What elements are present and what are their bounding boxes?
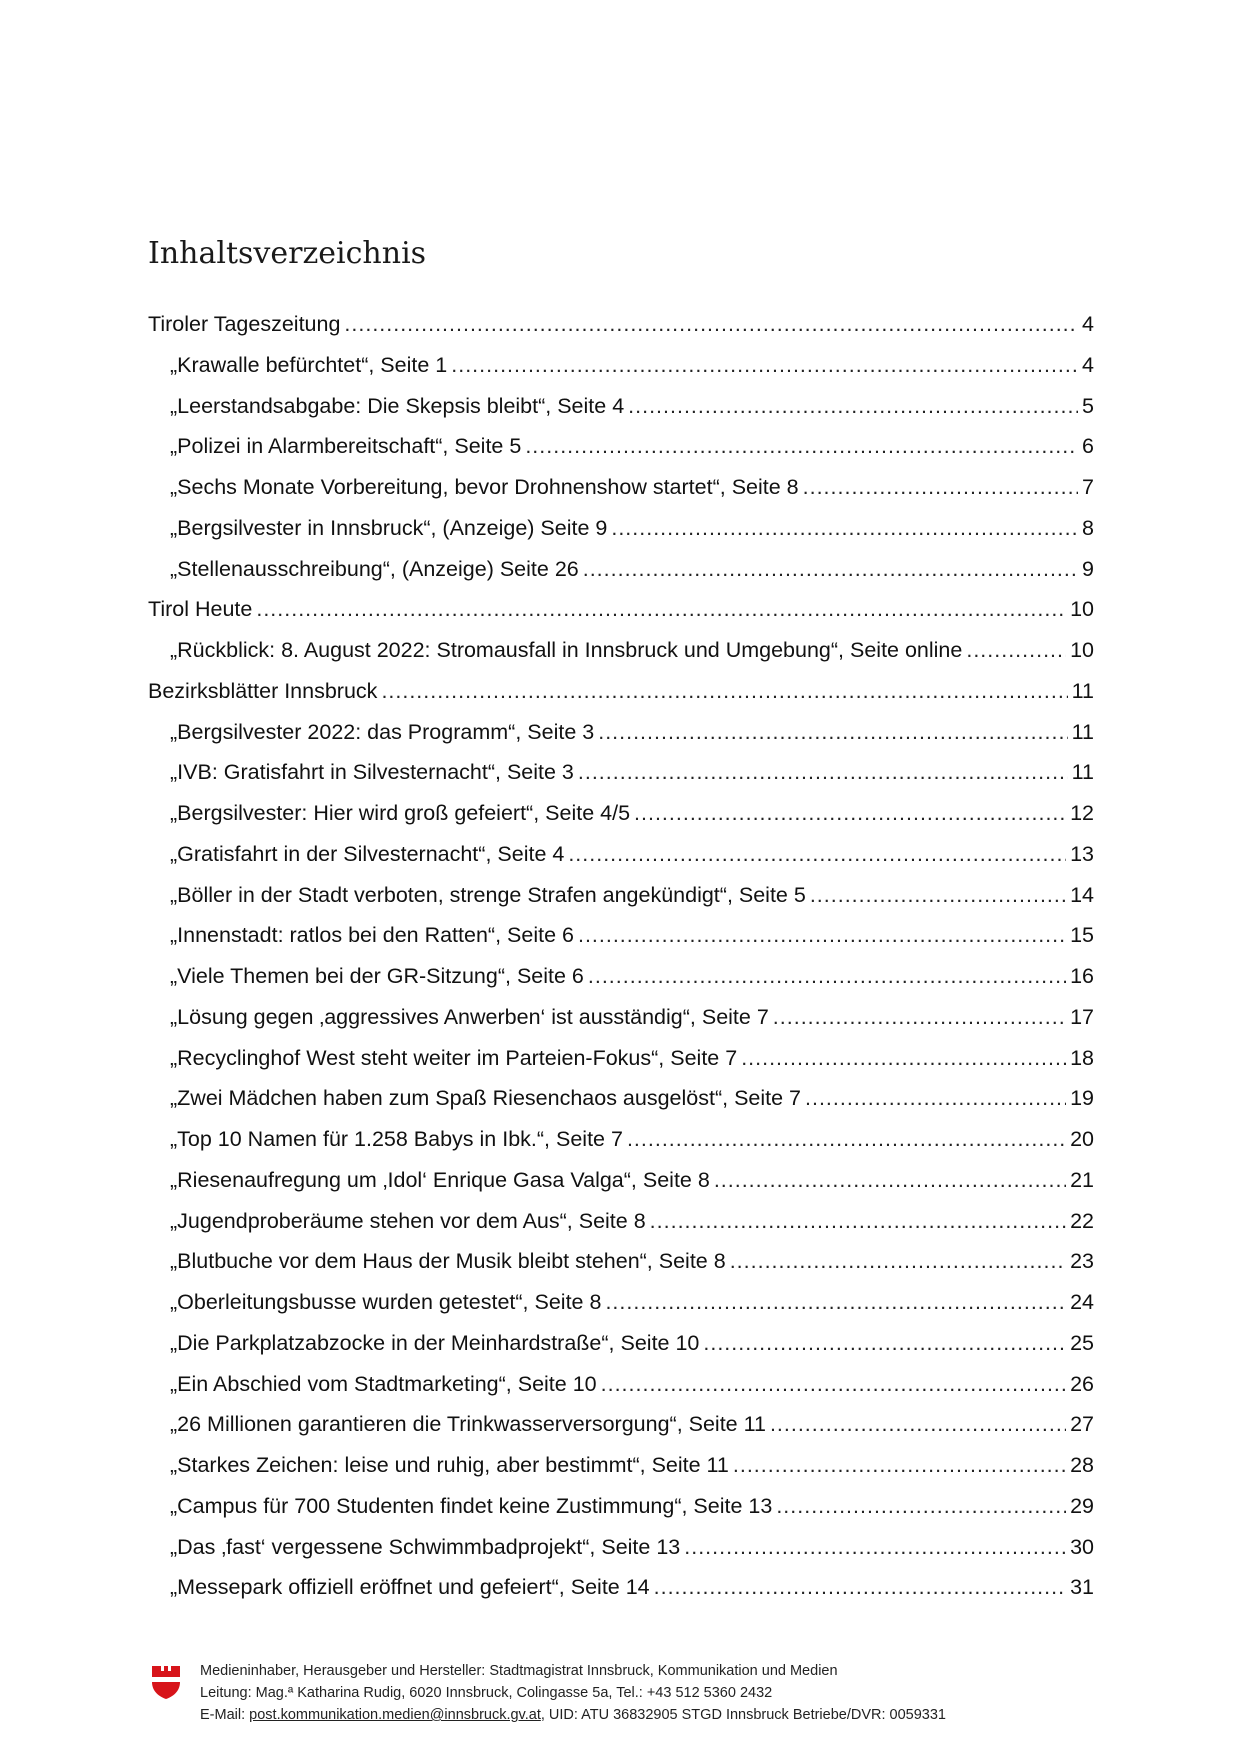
toc-entry-label: „26 Millionen garantieren die Trinkwasserversorgung“, Seite 11	[170, 1412, 766, 1437]
footer-line-publisher: Medieninhaber, Herausgeber und Hersteller: Stadtmagistrat Innsbruck, Kommunikation und Medien	[200, 1663, 838, 1679]
toc-entry-label: „Zwei Mädchen haben zum Spaß Riesenchaos ausgelöst“, Seite 7	[170, 1086, 802, 1111]
toc-entry[interactable]	[148, 1364, 1094, 1405]
toc-page-number: 27	[1070, 1412, 1094, 1437]
toc-entry-label: „Krawalle befürchtet“, Seite 1	[170, 352, 448, 377]
toc-dot-leader	[773, 997, 1066, 1038]
toc-dot-leader	[525, 426, 1078, 467]
toc-dot-leader	[578, 915, 1066, 956]
toc-entry[interactable]	[148, 997, 1094, 1038]
toc-dot-leader	[741, 1038, 1066, 1079]
toc-entry[interactable]	[148, 834, 1094, 875]
toc-dot-leader	[451, 345, 1078, 386]
toc-dot-leader	[810, 875, 1066, 916]
toc-dot-leader	[684, 1527, 1066, 1568]
toc-dot-leader	[588, 956, 1066, 997]
toc-dot-leader	[966, 630, 1066, 671]
toc-page-number: 8	[1082, 515, 1094, 540]
toc-entry[interactable]	[148, 875, 1094, 916]
toc-entry[interactable]	[148, 467, 1094, 508]
toc-page-number: 12	[1070, 801, 1094, 825]
toc-entry[interactable]	[148, 1282, 1094, 1323]
toc-entry-label: „Oberleitungsbusse wurden getestet“, Seite 8	[170, 1290, 602, 1314]
toc-entry-label: „Rückblick: 8. August 2022: Stromausfall in Innsbruck und Umgebung“, Seite online	[170, 638, 963, 662]
toc-page-number: 15	[1070, 923, 1094, 948]
toc-entry[interactable]	[148, 1404, 1094, 1445]
toc-dot-leader	[650, 1201, 1066, 1242]
toc-entry[interactable]	[148, 1527, 1094, 1568]
toc-entry[interactable]	[148, 508, 1094, 549]
toc-page-number: 17	[1070, 1004, 1094, 1029]
toc-section[interactable]	[148, 304, 1094, 345]
toc-page-number: 25	[1070, 1330, 1094, 1355]
toc-page-number: 18	[1070, 1045, 1094, 1070]
toc-entry-label: „Jugendproberäume stehen vor dem Aus“, Seite 8	[170, 1208, 646, 1233]
toc-entry[interactable]	[148, 1160, 1094, 1201]
toc-page-number: 11	[1071, 760, 1094, 785]
toc-entry[interactable]	[148, 1567, 1094, 1608]
toc-dot-leader	[805, 1078, 1066, 1119]
toc-entry-label: „Blutbuche vor dem Haus der Musik bleibt stehen“, Seite 8	[170, 1249, 726, 1274]
toc-entry[interactable]	[148, 1078, 1094, 1119]
toc-page-number: 9	[1082, 556, 1094, 581]
table-of-contents	[148, 304, 1094, 1608]
toc-entry[interactable]	[148, 345, 1094, 386]
footer-imprint	[200, 1660, 946, 1726]
toc-page-number: 26	[1070, 1371, 1094, 1396]
toc-dot-leader	[598, 712, 1067, 753]
footer-line-management: Leitung: Mag.ª Katharina Rudig, 6020 Innsbruck, Colingasse 5a, Tel.: +43 512 5360 2432	[200, 1685, 773, 1701]
toc-dot-leader	[634, 793, 1066, 834]
toc-dot-leader	[714, 1160, 1066, 1201]
toc-page-number: 19	[1070, 1086, 1094, 1111]
toc-dot-leader	[733, 1445, 1066, 1486]
toc-entry[interactable]	[148, 1038, 1094, 1079]
toc-entry[interactable]	[148, 630, 1094, 671]
toc-section[interactable]	[148, 589, 1094, 630]
toc-dot-leader	[627, 1119, 1066, 1160]
toc-page-number: 4	[1082, 352, 1094, 377]
toc-entry[interactable]	[148, 956, 1094, 997]
toc-dot-leader	[381, 671, 1067, 712]
innsbruck-coat-of-arms-icon	[150, 1664, 182, 1700]
toc-entry-label: Tiroler Tageszeitung	[148, 312, 341, 336]
toc-dot-leader	[611, 508, 1078, 549]
toc-entry-label: „Lösung gegen ‚aggressives Anwerben‘ ist ausständig“, Seite 7	[170, 1004, 769, 1029]
toc-page-number: 24	[1070, 1290, 1094, 1314]
toc-page-number: 13	[1070, 841, 1094, 866]
toc-page-number: 6	[1082, 434, 1094, 459]
toc-dot-leader	[583, 549, 1078, 590]
toc-entry-label: „Starkes Zeichen: leise und ruhig, aber bestimmt“, Seite 11	[170, 1453, 729, 1477]
toc-dot-leader	[654, 1567, 1066, 1608]
toc-entry-label: „Polizei in Alarmbereitschaft“, Seite 5	[170, 434, 522, 459]
toc-entry[interactable]	[148, 1323, 1094, 1364]
toc-page-number: 10	[1070, 638, 1094, 662]
toc-entry-label: „Das ‚fast‘ vergessene Schwimmbadprojekt“, Seite 13	[170, 1534, 681, 1559]
toc-page-number: 10	[1070, 597, 1094, 622]
toc-entry[interactable]	[148, 386, 1094, 427]
toc-entry[interactable]	[148, 1119, 1094, 1160]
toc-entry-label: „Viele Themen bei der GR-Sitzung“, Seite 6	[170, 964, 584, 988]
toc-page-number: 14	[1070, 882, 1094, 907]
toc-page-number: 28	[1070, 1453, 1094, 1477]
toc-page-number: 7	[1082, 475, 1094, 499]
toc-dot-leader	[568, 834, 1066, 875]
toc-page-number: 16	[1070, 964, 1094, 988]
toc-section[interactable]	[148, 671, 1094, 712]
toc-entry[interactable]	[148, 752, 1094, 793]
toc-dot-leader	[803, 467, 1078, 508]
toc-entry-label: „Bergsilvester in Innsbruck“, (Anzeige) Seite 9	[170, 515, 608, 540]
toc-dot-leader	[628, 386, 1078, 427]
toc-entry[interactable]	[148, 915, 1094, 956]
toc-dot-leader	[703, 1323, 1066, 1364]
toc-dot-leader	[256, 589, 1066, 630]
toc-page-number: 11	[1071, 678, 1094, 703]
toc-dot-leader	[578, 752, 1068, 793]
toc-page-number: 23	[1070, 1249, 1094, 1274]
toc-entry[interactable]	[148, 712, 1094, 753]
toc-dot-leader	[601, 1364, 1066, 1405]
toc-entry-label: „Top 10 Namen für 1.258 Babys in Ibk.“, Seite 7	[170, 1127, 623, 1151]
toc-dot-leader	[344, 304, 1078, 345]
toc-entry-label: „Recyclinghof West steht weiter im Parteien-Fokus“, Seite 7	[170, 1045, 738, 1070]
footer-email-link[interactable]: post.kommunikation.medien@innsbruck.gv.at	[249, 1707, 541, 1723]
toc-entry[interactable]	[148, 1486, 1094, 1527]
toc-entry-label: „IVB: Gratisfahrt in Silvesternacht“, Seite 3	[170, 760, 574, 785]
toc-entry-label: „Gratisfahrt in der Silvesternacht“, Seite 4	[170, 841, 565, 866]
toc-entry-label: „Die Parkplatzabzocke in der Meinhardstraße“, Seite 10	[170, 1330, 700, 1355]
toc-entry-label: „Bergsilvester: Hier wird groß gefeiert“, Seite 4/5	[170, 801, 631, 825]
toc-entry-label: „Böller in der Stadt verboten, strenge Strafen angekündigt“, Seite 5	[170, 882, 806, 907]
toc-entry[interactable]	[148, 793, 1094, 834]
toc-entry-label: „Riesenaufregung um ‚Idol‘ Enrique Gasa Valga“, Seite 8	[170, 1167, 710, 1192]
toc-dot-leader	[605, 1282, 1066, 1323]
toc-page-number: 4	[1082, 312, 1094, 336]
toc-page-number: 30	[1070, 1534, 1094, 1559]
toc-page-number: 31	[1070, 1575, 1094, 1600]
toc-entry[interactable]	[148, 426, 1094, 467]
footer-uid: , UID: ATU 36832905 STGD Innsbruck Betriebe/DVR: 0059331	[540, 1707, 946, 1723]
footer-line-contact	[200, 1704, 946, 1726]
toc-entry-label: Bezirksblätter Innsbruck	[148, 678, 378, 703]
toc-page-number: 21	[1070, 1167, 1094, 1192]
toc-entry[interactable]	[148, 1241, 1094, 1282]
toc-entry[interactable]	[148, 549, 1094, 590]
toc-entry-label: „Campus für 700 Studenten findet keine Zustimmung“, Seite 13	[170, 1493, 773, 1518]
toc-page-number: 22	[1070, 1208, 1094, 1233]
toc-entry[interactable]	[148, 1445, 1094, 1486]
toc-page-number: 20	[1070, 1127, 1094, 1151]
footer	[150, 1660, 1100, 1730]
toc-entry-label: Tirol Heute	[148, 597, 253, 622]
toc-entry-label: „Innenstadt: ratlos bei den Ratten“, Seite 6	[170, 923, 574, 948]
toc-page-number: 5	[1082, 393, 1094, 418]
toc-entry-label: „Messepark offiziell eröffnet und gefeiert“, Seite 14	[170, 1575, 650, 1600]
toc-dot-leader	[776, 1486, 1066, 1527]
toc-entry-label: „Stellenausschreibung“, (Anzeige) Seite 26	[170, 556, 579, 581]
toc-entry-label: „Bergsilvester 2022: das Programm“, Seite 3	[170, 719, 595, 744]
toc-entry-label: „Sechs Monate Vorbereitung, bevor Drohnenshow startet“, Seite 8	[170, 475, 799, 499]
footer-email-prefix: E-Mail:	[200, 1707, 250, 1723]
toc-dot-leader	[730, 1241, 1066, 1282]
toc-entry-label: „Ein Abschied vom Stadtmarketing“, Seite 10	[170, 1371, 597, 1396]
toc-entry-label: „Leerstandsabgabe: Die Skepsis bleibt“, Seite 4	[170, 393, 625, 418]
toc-page-number: 29	[1070, 1493, 1094, 1518]
page-title: Inhaltsverzeichnis	[148, 236, 427, 271]
toc-page-number: 11	[1071, 719, 1094, 744]
toc-entry[interactable]	[148, 1201, 1094, 1242]
toc-dot-leader	[770, 1404, 1066, 1445]
